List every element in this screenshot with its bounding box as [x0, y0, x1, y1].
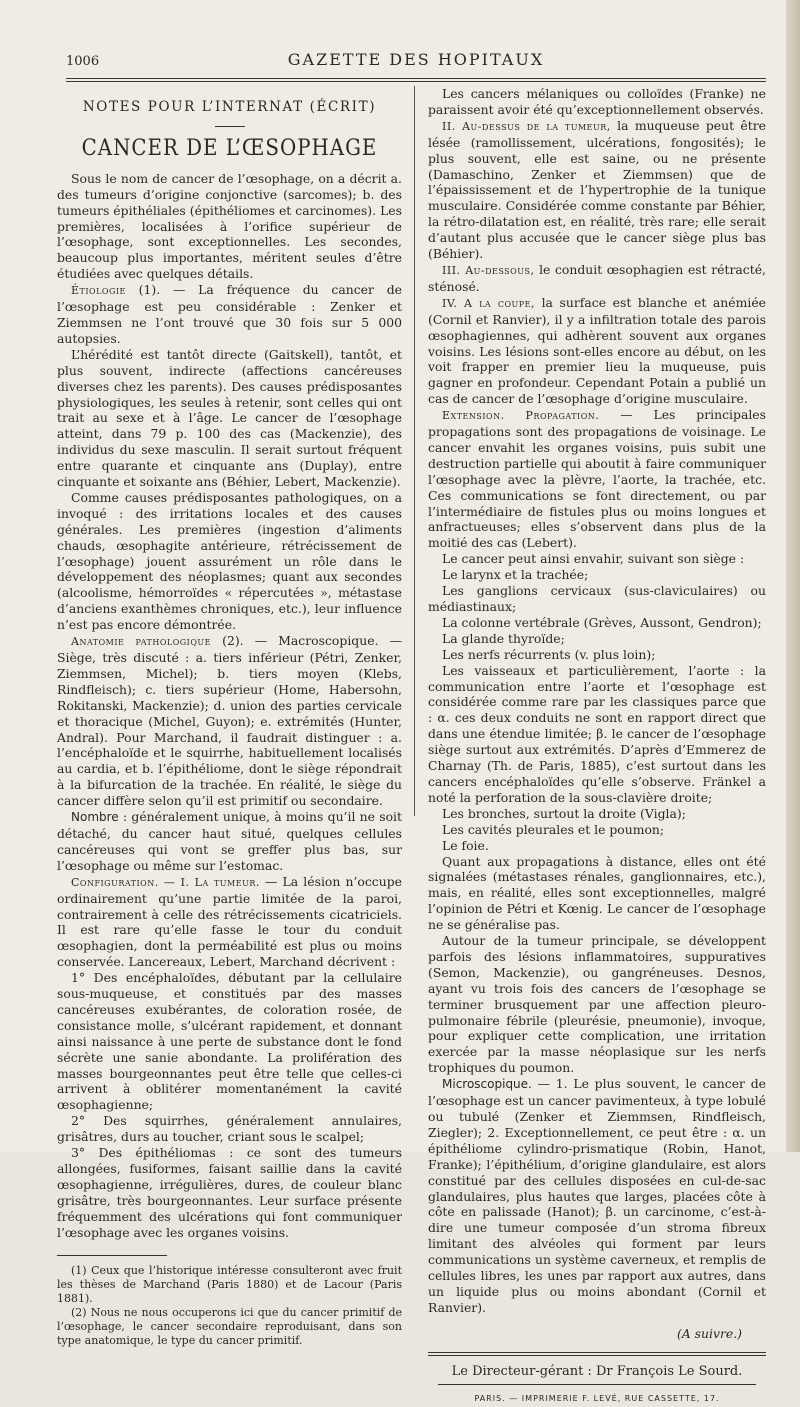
- header-rule: [66, 78, 766, 79]
- footnote-rule: [57, 1255, 167, 1256]
- signature-rule: [438, 1384, 756, 1385]
- section-heading: IV. A la coupe,: [442, 296, 535, 310]
- paragraph-encephaloid: 1° Des encéphaloïdes, débutant par la cellulaire sous-muqueuse, et constitués par des masses cancéreuses exubérantes, de coloration rosée, de consistance molle, s’ulcérant rapidement, et donnant ainsi naissance à une perte de substance dont le fond sécrète une sanie abondante. La prolifération des masses bourgeonnantes peut être telle que celles-ci arrivent à oblitérer momentanément la cavité œsophagienne;: [57, 970, 402, 1113]
- list-item: Le foie.: [442, 837, 489, 853]
- paragraph-distance: Quant aux propagations à distance, elles ont été signalées (métastases rénales, ganglionnaires, etc.), mais, en réalité, elles sont exceptionnelles, malgré l’opinion de Pétri et Kœnig. Le cancer de l’œsophage ne se généralise pas.: [428, 853, 766, 933]
- list-item: Les ganglions cervicaux (sus-claviculaires) ou médiastinaux;: [428, 583, 766, 614]
- paragraph-inflammation: Autour de la tumeur principale, se développent parfois des lésions inflammatoires, suppuratives (Semon, Mackenzie), ou gangréneuses. Desnos, ayant vu trois fois des cancers de l’œsophage se terminer brusquement par une affection pleuro-pulmonaire fébrile (pleurésie, pneumonie), invoque, pour expliquer cette complication, une irritation exercée par la masse néoplasique sur les nerfs trophiques du poumon.: [428, 933, 766, 1076]
- column-divider: [414, 86, 415, 816]
- paragraph-number: Nombre : généralement unique, à moins qu’il ne soit détaché, du cancer haut situé, quelques cellules cancéreuses qui vont se greffer plus bas, sur l’œsophage ou même sur l’estomac.: [57, 809, 402, 873]
- paragraph-intro: Sous le nom de cancer de l’œsophage, on a décrit a. des tumeurs d’origine conjonctive (sarcomes); b. des tumeurs épithéliales (épithéliomes et carcinomes). Les premières, localisées à l’orifice supérieur de l’œsophage, sont exceptionnelles. Les secondes, beaucoup plus importantes, méritent seules d’être étudiées avec quelques détails.: [57, 170, 402, 282]
- left-column: [57, 86, 402, 1348]
- page-edge: [786, 0, 800, 1152]
- footnote-2: (2) Nous ne nous occuperons ici que du cancer primitif de l’œsophage, le cancer secondaire reproduisant, dans son type anatomique, le type du cancer primitif.: [57, 1305, 402, 1347]
- list-item: Les nerfs récurrents (v. plus loin);: [442, 646, 656, 662]
- extension-heading: Extension. Propagation.: [442, 409, 600, 423]
- anatomy-heading: Anatomie pathologique: [71, 635, 211, 649]
- kicker-rule: [215, 126, 245, 127]
- header-rule-double: [66, 81, 766, 82]
- paragraph-etiology: Étiologie (1). — La fréquence du cancer de l’œsophage est peu considérable : Zenker et Ziemmsen ne l’ont trouvé que 30 fois sur 5 000 autopsies.: [57, 282, 402, 346]
- footnotes: [57, 1264, 402, 1348]
- page-header: [66, 50, 766, 74]
- list-item: La glande thyroïde;: [442, 630, 565, 646]
- number-heading: Nombre: [71, 810, 119, 825]
- paragraph-heredity: L’hérédité est tantôt directe (Gaitskell), tantôt, et plus souvent, indirecte (affections cancéreuses diverses chez les parents). Des causes prédisposantes physiologiques, les seules à retenir, sont celles qui ont trait au sexe et à l’âge. Le cancer de l’œsophage atteint, dans 79 p. 100 des cas (Mackenzie), des individus du sexe masculin. Il serait surtout fréquent entre quarante et cinquante ans (Duplay), entre cinquante et soixante ans (Béhier, Lebert, Mackenzie).: [57, 346, 402, 490]
- list-item: Les vaisseaux et particulièrement, l’aorte : la communication entre l’aorte et l’œsophage est considérée comme rare par les classiques parce que : α. ces deux conduits ne sont en rapport direct que dans une étendue limitée; β. le cancer de l’œsophage siège surtout aux extrémités. D’après d’Emmerez de Charnay (Th. de Paris, 1885), c’est surtout dans les cancers encéphaloïdes qu’elle s’observe. Fränkel a noté la perforation de la sous-clavière droite;: [428, 662, 766, 805]
- paragraph-above-tumor: II. Au-dessus de la tumeur, la muqueuse peut être lésée (ramollissement, ulcérations, fongosités); le plus souvent, elle est saine, ou ne présente (Damaschino, Zenker et Ziemmsen) que de l’épaississement et de l’hypertrophie de la tunique musculaire. Considérée comme constante par Béhier, la rétro-dilatation est, en réalité, très rare; elle serait d’autant plus accusée que le cancer siège plus bas (Béhier).: [428, 117, 766, 262]
- end-rules: [428, 1352, 766, 1356]
- microscopic-heading: Microscopique.: [442, 1077, 532, 1092]
- etiology-heading: Étiologie: [71, 284, 126, 298]
- to-be-continued: (A suivre.): [676, 1325, 742, 1341]
- list-item: Les cavités pleurales et le poumon;: [442, 821, 665, 837]
- paragraph-section: IV. A la coupe, la surface est blanche et anémiée (Cornil et Ranvier), il y a infiltration totale des parois œsophagiennes, qui adhèrent souvent aux organes voisins. Les lésions sont-elles encore au début, on les voit frapper en premier lieu la muqueuse, puis gagner en profondeur. Cependant Potain a publié un cas de cancer de l’œsophage d’origine musculaire.: [428, 294, 766, 407]
- page-number: 1006: [66, 54, 100, 69]
- list-item: Le larynx et la trachée;: [442, 567, 589, 583]
- list-item: Les bronches, surtout la droite (Vigla);: [442, 805, 686, 821]
- paragraph-below-tumor: III. Au-dessous, le conduit œsophagien est rétracté, sténosé.: [428, 261, 766, 294]
- list-item: La colonne vertébrale (Grèves, Aussont, Gendron);: [442, 614, 762, 630]
- section-kicker: NOTES POUR L’INTERNAT (ÉCRIT): [82, 99, 377, 115]
- paragraph-anatomy: Anatomie pathologique (2). — Macroscopique. — Siège, très discuté : a. tiers inférieur (Pétri, Zenker, Ziemmsen, Michel); b. tiers moyen (Klebs, Rindfleisch); c. tiers supérieur (Home, Habersohn, Rokitanski, Mackenzie); d. union des parties cervicale et thoracique (Michel, Guyon); e. extrémités (Hunter, Andral). Pour Marchand, il faudrait distinguer : a. l’encéphaloïde et le squirrhe, habituellement localisés au cardia, et b. l’épithéliome, dont le siège répondrait à la bifurcation de la trachée. En réalité, le siège du cancer diffère selon qu’il est primitif ou secondaire.: [57, 633, 402, 809]
- running-title: GAZETTE DES HOPITAUX: [287, 50, 545, 69]
- right-column: [428, 86, 766, 1407]
- below-heading: III. Au-dessous,: [442, 263, 535, 277]
- paragraph-melanic: Les cancers mélaniques ou colloïdes (Franke) ne paraissent avoir été qu’exceptionnellement observés.: [428, 86, 766, 117]
- printer-line: PARIS. — IMPRIMERIE F. LEVÉ, RUE CASSETTE, 17.: [474, 1393, 720, 1403]
- above-tumor-heading: II. Au-dessus de la tumeur,: [442, 119, 611, 133]
- paragraph-invasion-intro: Le cancer peut ainsi envahir, suivant son siège :: [442, 551, 745, 567]
- paragraph-microscopic: Microscopique. — 1. Le plus souvent, le cancer de l’œsophage est un cancer pavimenteux, à type lobulé ou tubulé (Zenker et Ziemmsen, Rindfleisch, Ziegler); 2. Exceptionnellement, ce peut être : α. un épithéliome cylindro-prismatique (Robin, Hanot, Franke); l’épithélium, d’origine glandulaire, est alors constitué par des cellules disposées en cul-de-sac glandulaires, plus hautes que larges, placées côte à côte en palissade (Hanot); β. un carcinome, c’est-à-dire une tumeur composée d’un stroma fibreux limitant des alvéoles qui forment par leurs communications un système caverneux, et remplis de cellules libres, les unes par rapport aux autres, dans un liquide plus ou moins abondant (Cornil et Ranvier).: [428, 1076, 766, 1315]
- paragraph-causes: Comme causes prédisposantes pathologiques, on a invoqué : des irritations locales et des causes générales. Les premières (ingestion d’aliments chauds, œsophagite antérieure, rétrécissement de l’œsophage) jouent assurément un rôle dans le développement des néoplasmes; quant aux secondes (alcoolisme, hémorroïdes « répercutées », métastase d’anciens exanthèmes chroniques, etc.), leur influence n’est pas encore démontrée.: [57, 489, 402, 633]
- footnote-1: (1) Ceux que l’historique intéresse consulteront avec fruit les thèses de Marchand (Paris 1880) et de Lacour (Paris 1881).: [57, 1263, 402, 1305]
- paragraph-squirrhe: 2° Des squirrhes, généralement annulaires, grisâtres, durs au toucher, criant sous le scalpel;: [57, 1113, 402, 1145]
- paragraph-configuration: Configuration. — I. La tumeur. — La lésion n’occupe ordinairement qu’une partie limitée de la paroi, contrairement à celle des rétrécissements cicatriciels. Il est rare qu’elle fasse le tour du conduit œsophagien, dont la perméabilité est plus ou moins conservée. Lancereaux, Lebert, Marchand décrivent :: [57, 873, 402, 970]
- configuration-heading: Configuration. — I. La tumeur.: [71, 875, 260, 889]
- signature-line: Le Directeur-gérant : Dr François Le Sourd.: [451, 1363, 743, 1379]
- paragraph-extension: Extension. Propagation. — Les principales propagations sont des propagations de voisinage. Le cancer envahit les organes voisins, puis subit une destruction partielle qui aboutit à faire communiquer l’œsophage avec la plèvre, l’aorte, la trachée, etc. Ces communications se font directement, ou par l’intermédiaire de fistules plus ou moins longues et anfractueuses; elles s’observent dans plus de la moitié des cas (Lebert).: [428, 407, 766, 551]
- paragraph-epithelioma: 3° Des épithéliomas : ce sont des tumeurs allongées, fusiformes, faisant saillie dans la cavité œsophagienne, irrégulières, dures, de couleur blanc grisâtre, très bourgeonnantes. Leur surface présente fréquemment des ulcérations qui font communiquer l’œsophage avec les organes voisins.: [57, 1145, 402, 1240]
- article-title: CANCER DE L’ŒSOPHAGE: [81, 135, 378, 161]
